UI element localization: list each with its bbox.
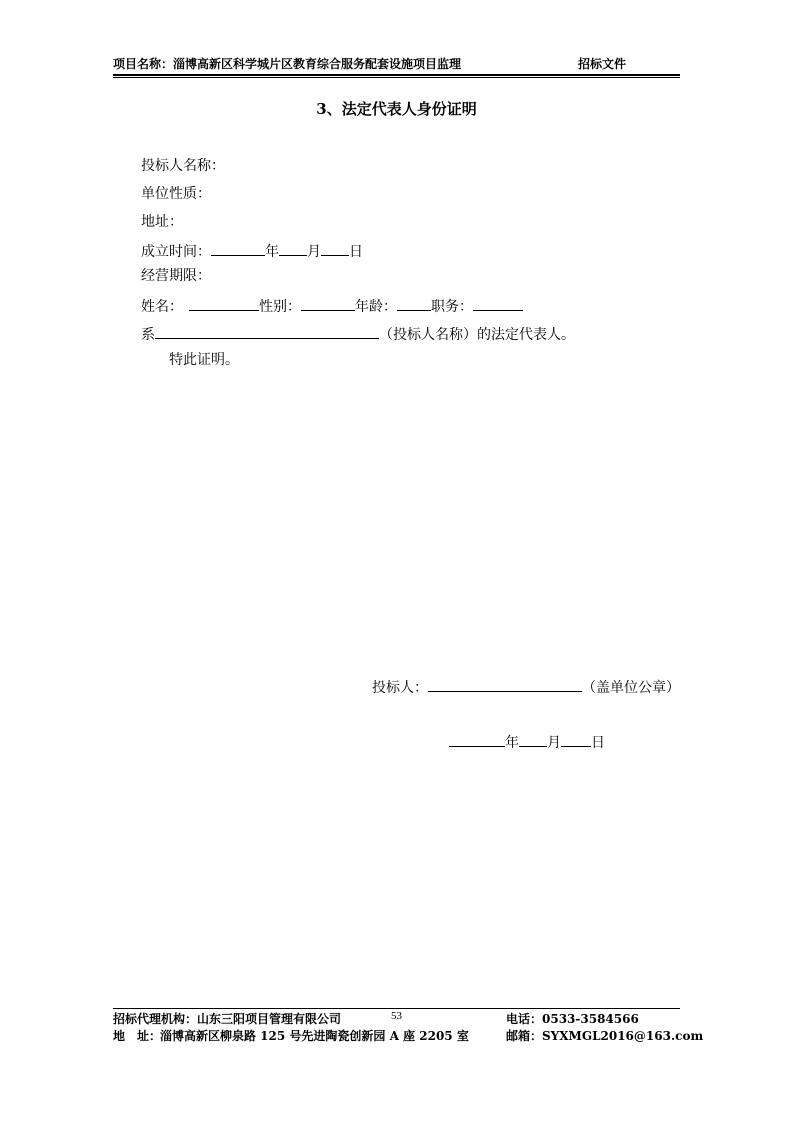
footer-phone: 电话：0533-3584566 — [506, 1012, 639, 1026]
signature-year-label: 年 — [505, 735, 519, 751]
signature-month-blank[interactable] — [519, 732, 547, 747]
xi-label: 系 — [141, 327, 155, 343]
year-label: 年 — [265, 244, 279, 260]
footer-address: 淄博高新区柳泉路 125 号先进陶瓷创新园 A 座 2205 室 — [160, 1029, 469, 1043]
signature-day-blank[interactable] — [561, 732, 591, 747]
personal-info-line — [141, 296, 523, 315]
unit-nature-label: 单位性质： — [141, 186, 211, 202]
position-blank[interactable] — [473, 296, 523, 311]
legal-rep-line — [141, 324, 575, 343]
signature-date-line — [449, 732, 605, 751]
gender-blank[interactable] — [301, 296, 355, 311]
bidder-name-blank[interactable] — [155, 324, 379, 339]
page-number: 53 — [391, 1010, 402, 1022]
established-label: 成立时间： — [141, 244, 211, 260]
header-project-name: 项目名称：淄博高新区科学城片区教育综合服务配套设施项目监理 — [113, 57, 462, 71]
age-label: 年龄： — [355, 299, 397, 315]
day-label: 日 — [349, 244, 363, 260]
footer-agency: 招标代理机构：山东三阳项目管理有限公司 — [113, 1012, 342, 1026]
established-year-blank[interactable] — [211, 241, 265, 256]
seal-label: （盖单位公章） — [582, 680, 680, 696]
legal-rep-suffix: （投标人名称）的法定代表人。 — [379, 327, 575, 343]
address-label: 地址： — [141, 214, 183, 230]
signature-bidder-blank[interactable] — [428, 677, 582, 692]
business-term-label: 经营期限： — [141, 268, 211, 284]
header-rule-thin — [113, 77, 680, 78]
month-label: 月 — [307, 244, 321, 260]
footer-email: 邮箱：SYXMGL2016@163.com — [506, 1029, 704, 1043]
established-day-blank[interactable] — [321, 241, 349, 256]
signature-bidder-label: 投标人： — [372, 680, 428, 696]
certify-text: 特此证明。 — [169, 352, 239, 368]
signature-month-label: 月 — [547, 735, 561, 751]
footer-rule — [113, 1008, 680, 1009]
header-rule-thick — [113, 74, 680, 76]
position-label: 职务： — [431, 299, 473, 315]
age-blank[interactable] — [397, 296, 431, 311]
signature-year-blank[interactable] — [449, 732, 505, 747]
footer-address-label: 地 址： — [113, 1029, 162, 1043]
bidder-name-label: 投标人名称： — [141, 158, 225, 174]
established-line — [141, 241, 363, 260]
established-month-blank[interactable] — [279, 241, 307, 256]
signature-day-label: 日 — [591, 735, 605, 751]
gender-label: 性别： — [259, 299, 301, 315]
page-title: 3、法定代表人身份证明 — [316, 100, 477, 118]
header-doc-type: 招标文件 — [578, 57, 627, 71]
signature-line — [372, 677, 680, 696]
name-blank[interactable] — [189, 296, 259, 311]
name-label: 姓名： — [141, 299, 183, 315]
